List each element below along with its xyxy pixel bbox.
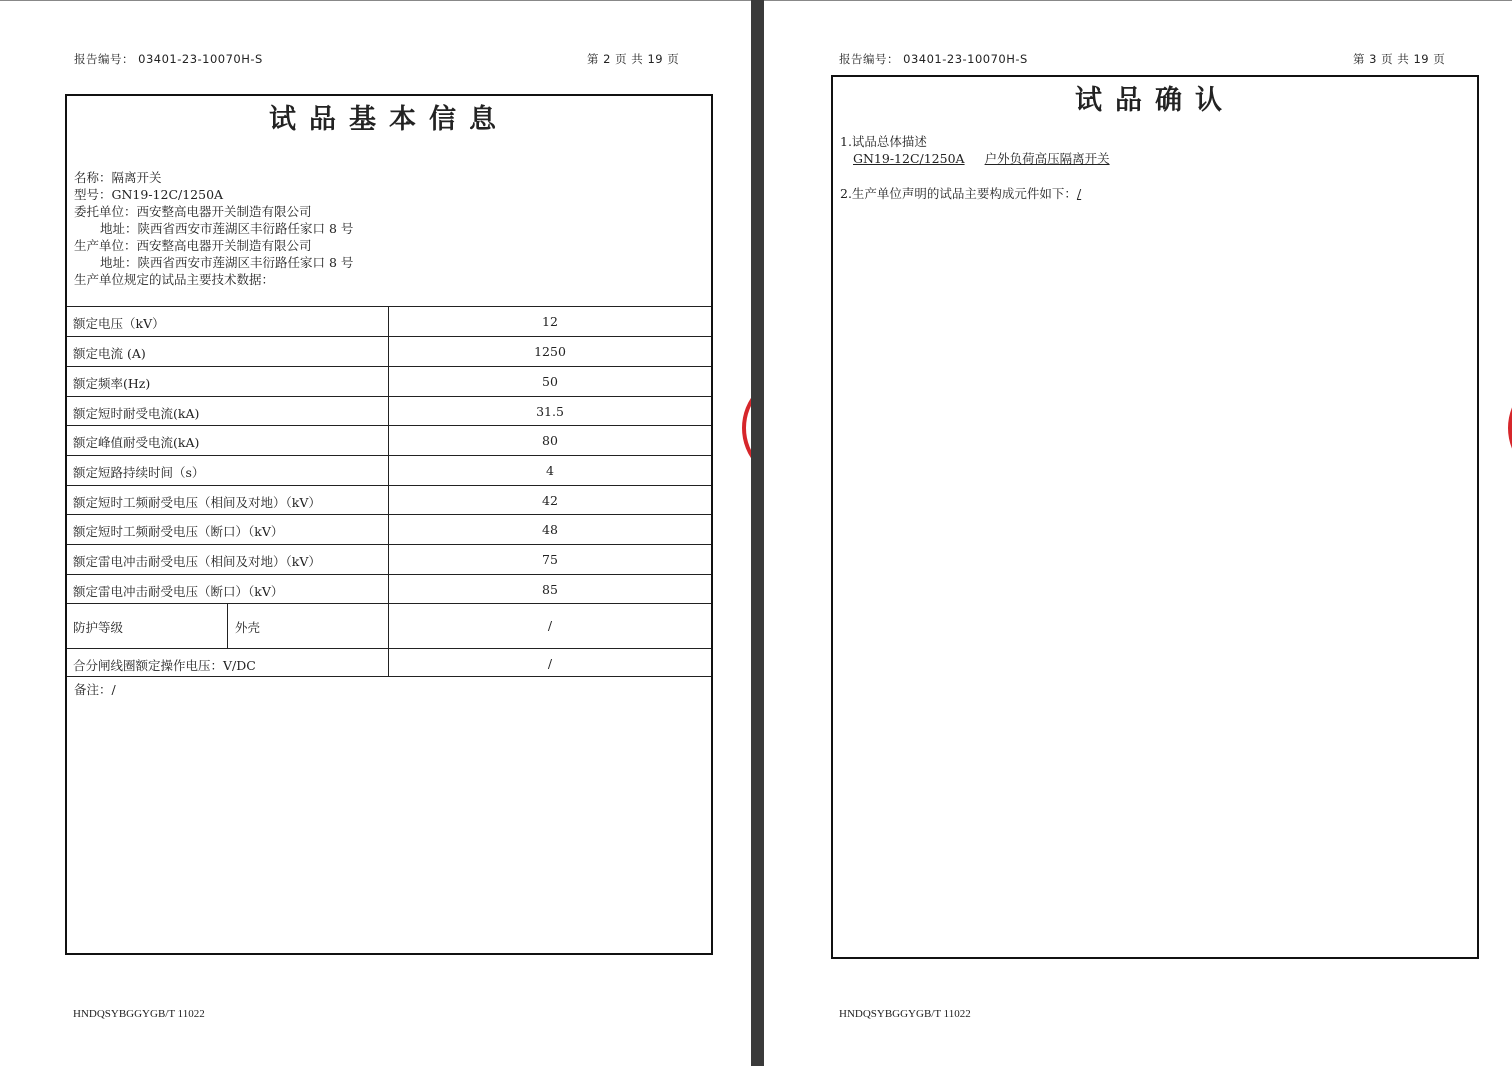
row-label: 额定频率(Hz)	[73, 376, 151, 391]
row-label: 额定短时耐受电流(kA)	[73, 406, 200, 421]
table-row	[67, 455, 711, 485]
protection-label: 防护等级	[73, 620, 124, 635]
table-row	[67, 425, 711, 455]
page-title: 试品确认	[1075, 85, 1235, 116]
row-label: 额定短时工频耐受电压（断口）（kV）	[73, 524, 284, 539]
protection-value: /	[547, 618, 553, 633]
table-row-protection	[67, 603, 711, 648]
manufacturer-unit: 生产单位：西安整高电器开关制造有限公司	[74, 238, 312, 253]
item2-label: 2.生产单位声明的试品主要构成元件如下：	[840, 186, 1077, 201]
seal-stamp-icon	[742, 373, 751, 483]
row-label: 额定雷电冲击耐受电压（断口）（kV）	[73, 584, 284, 599]
item1-title: 1.试品总体描述	[840, 134, 927, 149]
row-label: 额定电流 (A)	[73, 346, 146, 361]
sample-name: 名称：隔离开关	[74, 170, 162, 185]
page-number-header: 第 2 页 共 19 页	[587, 52, 680, 66]
item1-desc: 户外负荷高压隔离开关	[984, 151, 1110, 166]
sample-confirmation-frame	[831, 75, 1479, 959]
row-value: 42	[542, 493, 558, 508]
row-value: 31.5	[536, 404, 564, 419]
item1-model: GN19-12C/1250A	[853, 151, 965, 166]
client-unit: 委托单位：西安整高电器开关制造有限公司	[74, 204, 312, 219]
item2-value: /	[1076, 186, 1082, 201]
item1-description	[853, 149, 1110, 167]
row-label: 额定电压（kV）	[73, 316, 165, 331]
page-gutter	[751, 0, 764, 1066]
table-row	[67, 366, 711, 396]
client-address: 地址：陕西省西安市莲湖区丰衍路任家口 8 号	[100, 221, 354, 236]
report-number-header: 报告编号： 03401-23-10070H-S	[74, 52, 263, 66]
row-value: 75	[542, 552, 558, 567]
row-label: 额定短路持续时间（s）	[73, 465, 205, 480]
footer-standard: HNDQSYBGGYGB/T 11022	[73, 1008, 205, 1020]
row-value: 4	[546, 463, 554, 478]
table-row	[67, 514, 711, 544]
report-page-2	[0, 0, 751, 1066]
sample-model: 型号：GN19-12C/1250A	[74, 187, 224, 202]
row-value: 85	[542, 582, 558, 597]
table-row-coil-voltage	[67, 648, 711, 677]
table-row	[67, 485, 711, 514]
table-row	[67, 336, 711, 366]
table-row	[67, 544, 711, 574]
manufacturer-address: 地址：陕西省西安市莲湖区丰衍路任家口 8 号	[100, 255, 354, 270]
row-label: 额定短时工频耐受电压（相间及对地）（kV）	[73, 495, 321, 510]
row-value: 80	[542, 433, 558, 448]
row-value: 50	[542, 374, 558, 389]
row-value: 12	[542, 314, 558, 329]
row-value: 1250	[534, 344, 566, 359]
tech-data-intro: 生产单位规定的试品主要技术数据：	[74, 272, 275, 287]
protection-sub-label: 外壳	[235, 620, 261, 635]
page-title: 试品基本信息	[269, 104, 509, 135]
row-label: 额定雷电冲击耐受电压（相间及对地）（kV）	[73, 554, 321, 569]
report-page-3	[764, 0, 1512, 1066]
footer-standard: HNDQSYBGGYGB/T 11022	[839, 1008, 971, 1020]
seal-stamp-icon	[1508, 373, 1512, 483]
table-row	[67, 306, 711, 336]
table-row	[67, 574, 711, 603]
coil-voltage-value: /	[547, 656, 553, 671]
row-value: 48	[542, 522, 558, 537]
remarks: 备注：/	[74, 682, 116, 697]
coil-voltage-label: 合分闸线圈额定操作电压：V/DC	[73, 658, 256, 673]
report-number-header: 报告编号： 03401-23-10070H-S	[839, 52, 1028, 66]
row-label: 额定峰值耐受电流(kA)	[73, 435, 200, 450]
basic-info-frame	[65, 94, 713, 955]
item2-line	[840, 184, 1081, 202]
page-number-header: 第 3 页 共 19 页	[1353, 52, 1446, 66]
table-row	[67, 396, 711, 425]
